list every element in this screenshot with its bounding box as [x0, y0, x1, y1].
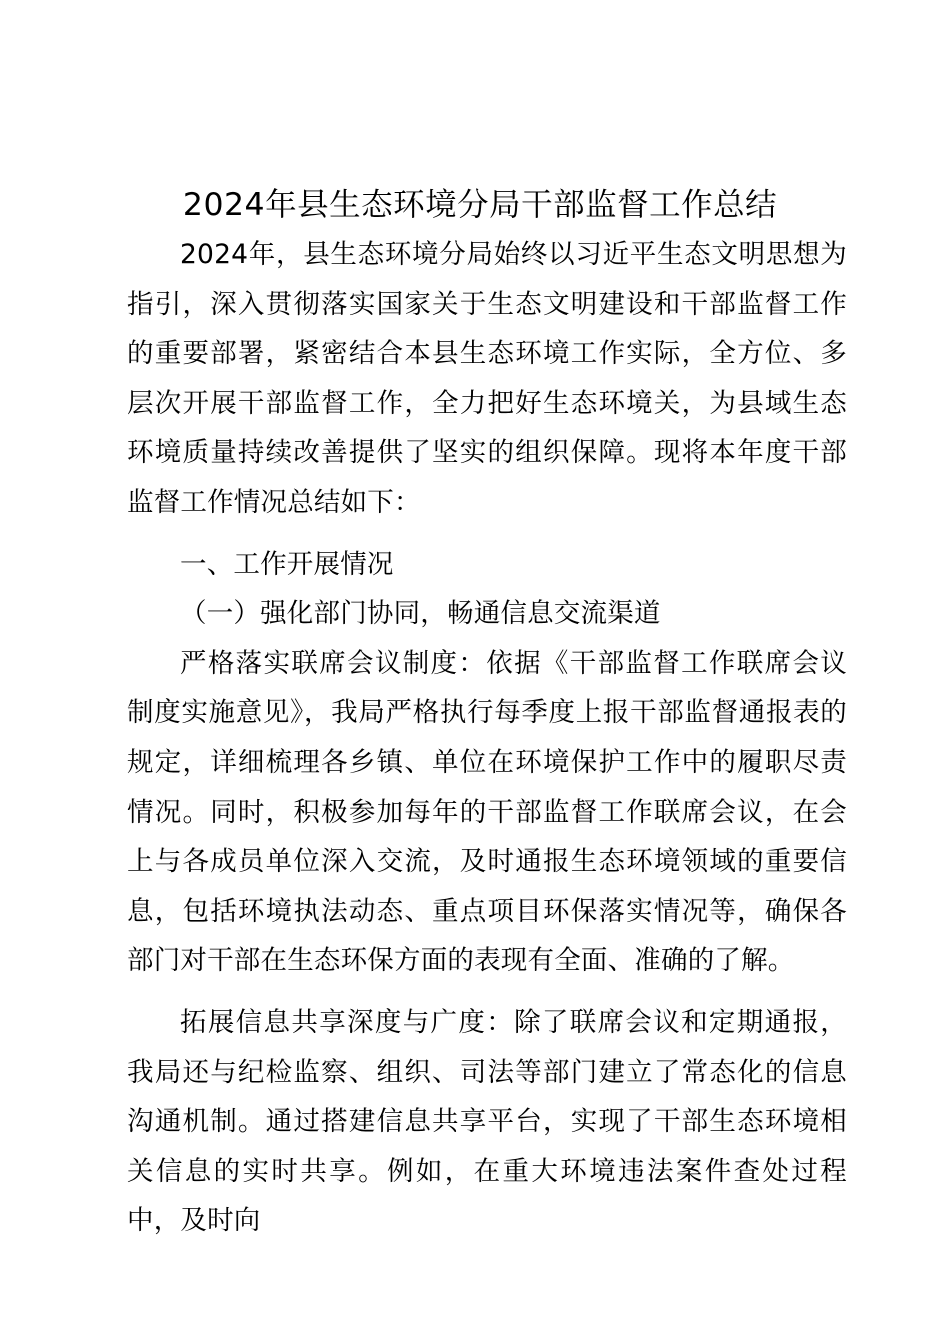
subsection-heading: （一）强化部门协同，畅通信息交流渠道	[180, 598, 661, 630]
body-paragraph: 拓展信息共享深度与广度：除了联席会议和定期通报，我局还与纪检监察、组织、司法等部门建立了常态化的信息沟通机制。通过搭建信息共享平台，实现了干部生态环境相关信息的实时共享。例如，在重大环境违法案件查处过程中，及时向	[127, 1006, 847, 1237]
section-heading: 一、工作开展情况	[180, 548, 394, 580]
document-body	[127, 230, 847, 1246]
document-title: 2024年县生态环境分局干部监督工作总结	[182, 187, 778, 223]
intro-paragraph: 2024年，县生态环境分局始终以习近平生态文明思想为指引，深入贯彻落实国家关于生态文明建设和干部监督工作的重要部署，紧密结合本县生态环境工作实际，全方位、多层次开展干部监督工作，全力把好生态环境关，为县域生态环境质量持续改善提供了坚实的组织保障。现将本年度干部监督工作情况总结如下：	[127, 239, 847, 518]
body-paragraph: 严格落实联席会议制度：依据《干部监督工作联席会议制度实施意见》，我局严格执行每季度上报干部监督通报表的规定，详细梳理各乡镇、单位在环境保护工作中的履职尽责情况。同时，积极参加每年的干部监督工作联席会议，在会上与各成员单位深入交流，及时通报生态环境领域的重要信息，包括环境执法动态、重点项目环保落实情况等，确保各部门对干部在生态环保方面的表现有全面、准确的了解。	[127, 647, 847, 977]
